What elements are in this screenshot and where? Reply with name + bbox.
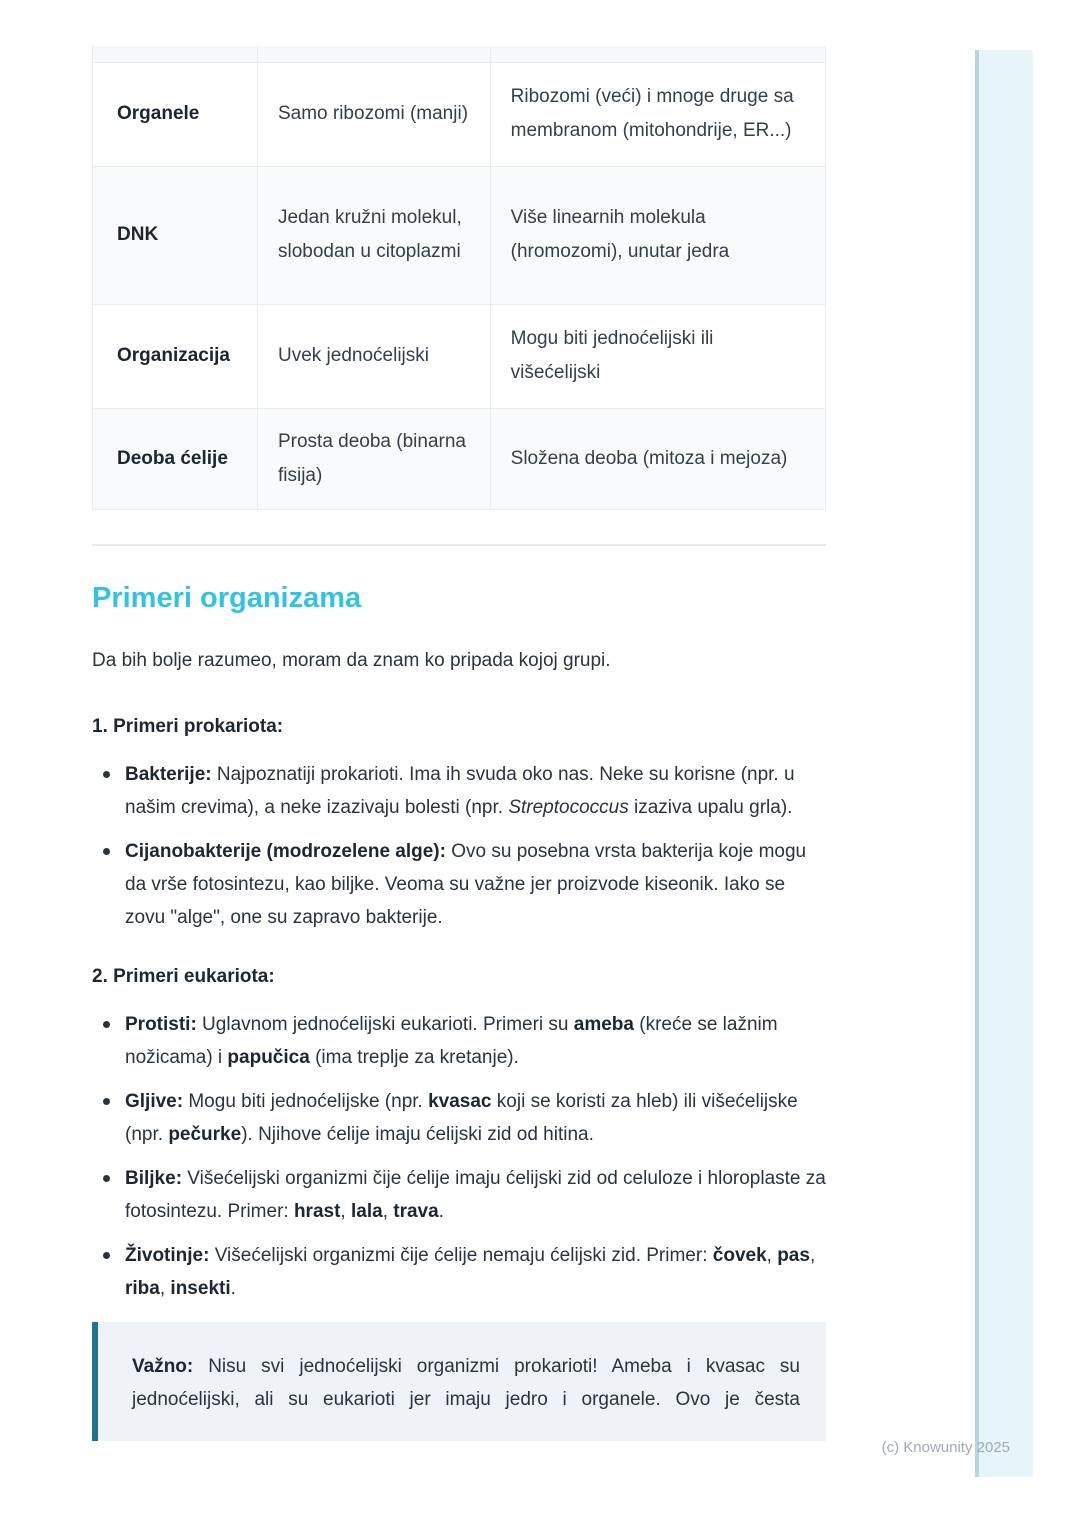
prokaryote-cell — [257, 46, 490, 62]
eukaryote-examples-list — [92, 1008, 826, 1305]
bullet-icon — [103, 848, 110, 855]
table-row-deoba-celije — [93, 408, 826, 509]
prokaryote-cell: Jedan kružni molekul, slobodan u citoplazmi — [257, 166, 490, 304]
row-label-cell: Organizacija — [93, 304, 258, 408]
list-item-text: Protisti: Uglavnom jednoćelijski eukarioti. Primeri su ameba (kreće se lažnim nožicama) i papučica (ima treplje za kretanje). — [125, 1013, 778, 1068]
eukaryote-cell: Mogu biti jednoćelijski ili višećelijski — [490, 304, 825, 408]
eukaryote-examples-heading: 2. Primeri eukariota: — [92, 965, 275, 987]
list-item-text: Gljive: Mogu biti jednoćelijske (npr. kvasac koji se koristi za hleb) ili višećelijske (npr. pečurke). Njihove ćelije imaju ćelijski zid od hitina. — [125, 1090, 798, 1145]
prokaryote-examples-heading: 1. Primeri prokariota: — [92, 715, 284, 737]
list-item-text: Životinje: Višećelijski organizmi čije ćelije nemaju ćelijski zid. Primer: čovek, pas, riba, insekti. — [125, 1244, 816, 1299]
bullet-icon — [103, 1021, 110, 1028]
table-row-cut-off — [93, 46, 826, 62]
document-content — [92, 0, 826, 1441]
prokaryote-examples-list — [92, 758, 826, 934]
intro-paragraph: Da bih bolje razumeo, moram da znam ko pripada kojoj grupi. — [92, 649, 611, 671]
callout-text: Važno: Nisu svi jednoćelijski organizmi prokarioti! Ameba i kvasac su jednoćelijski, ali su eukarioti jer imaju jedro i organele. Ovo je česta — [132, 1355, 800, 1410]
section-divider — [92, 544, 826, 546]
copyright-notice: (c) Knowunity 2025 — [881, 1439, 1010, 1456]
important-note-callout — [92, 1322, 826, 1441]
list-item-text: Bakterije: Najpoznatiji prokarioti. Ima ih svuda oko nas. Neke su korisne (npr. u našim crevima), a neke izazivaju bolesti (npr. Streptococcus izaziva upalu grla). — [125, 763, 795, 818]
prokaryote-eukaryote-comparison-table — [92, 46, 826, 510]
row-label-cell — [93, 46, 258, 62]
bullet-icon — [103, 1252, 110, 1259]
prokaryote-cell: Prosta deoba (binarna fisija) — [257, 408, 490, 509]
bullet-icon — [103, 1175, 110, 1182]
list-item — [92, 1008, 826, 1074]
table-row-organizacija — [93, 304, 826, 408]
eukaryote-cell: Više linearnih molekula (hromozomi), unutar jedra — [490, 166, 825, 304]
list-item-text: Biljke: Višećelijski organizmi čije ćelije imaju ćelijski zid od celuloze i hloroplaste za fotosintezu. Primer: hrast, lala, trava. — [125, 1167, 826, 1222]
table-row-dnk — [93, 166, 826, 304]
eukaryote-cell — [490, 46, 825, 62]
row-label-cell: DNK — [93, 166, 258, 304]
list-item — [92, 1162, 826, 1228]
row-label-cell: Organele — [93, 62, 258, 166]
table-row-organele — [93, 62, 826, 166]
eukaryote-cell: Ribozomi (veći) i mnoge druge sa membranom (mitohondrije, ER...) — [490, 62, 825, 166]
list-item — [92, 1239, 826, 1305]
prokaryote-cell: Samo ribozomi (manji) — [257, 62, 490, 166]
prokaryote-cell: Uvek jednoćelijski — [257, 304, 490, 408]
list-item-text: Cijanobakterije (modrozelene alge): Ovo su posebna vrsta bakterija koje mogu da vrše fotosintezu, kao biljke. Veoma su važne jer proizvode kiseonik. Iako se zovu "alge", one su zapravo bakterije. — [125, 840, 807, 928]
list-item — [92, 1085, 826, 1151]
row-label-cell: Deoba ćelije — [93, 408, 258, 509]
bullet-icon — [103, 771, 110, 778]
eukaryote-cell: Složena deoba (mitoza i mejoza) — [490, 408, 825, 509]
bullet-icon — [103, 1098, 110, 1105]
page-edge-highlight-bar — [975, 50, 1033, 1477]
section-title: Primeri organizama — [92, 581, 362, 614]
list-item — [92, 758, 826, 824]
list-item — [92, 835, 826, 934]
